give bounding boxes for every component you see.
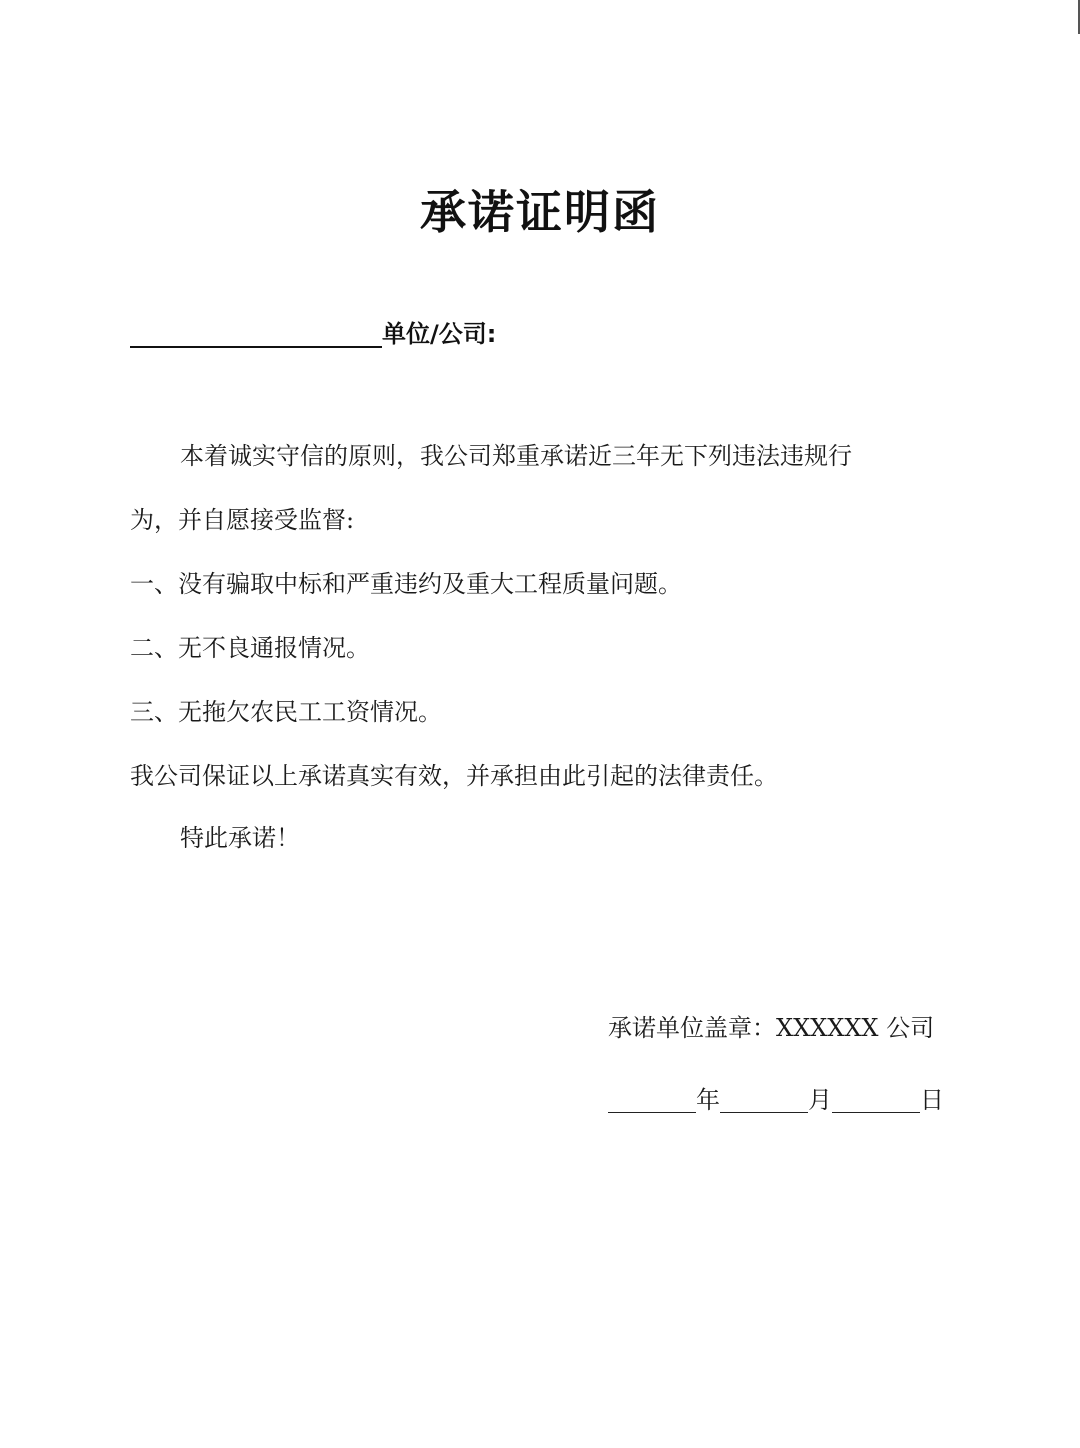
- commitment-item-3: 三、无拖欠农民工工资情况。: [130, 698, 442, 726]
- signature-line: 承诺单位盖章：XXXXXX 公司: [608, 1014, 935, 1042]
- closing-statement: 特此承诺！: [180, 824, 300, 852]
- year-blank: [608, 1084, 696, 1113]
- day-label: 日: [920, 1086, 944, 1114]
- month-label: 月: [808, 1086, 832, 1114]
- commitment-item-1: 一、没有骗取中标和严重违约及重大工程质量问题。: [130, 570, 682, 598]
- body-paragraph-line-1: 本着诚实守信的原则，我公司郑重承诺近三年无下列违法违规行: [180, 442, 852, 470]
- date-line: [608, 1084, 944, 1116]
- guarantee-statement: 我公司保证以上承诺真实有效，并承担由此引起的法律责任。: [130, 762, 778, 790]
- year-label: 年: [696, 1086, 720, 1114]
- body-paragraph-line-2: 为，并自愿接受监督:: [130, 506, 355, 534]
- day-blank: [832, 1084, 920, 1113]
- commitment-item-2: 二、无不良通报情况。: [130, 634, 370, 662]
- addressee-blank: [130, 316, 382, 348]
- document-title: 承诺证明函: [420, 185, 660, 239]
- addressee-label: 单位/公司:: [382, 320, 497, 348]
- month-blank: [720, 1084, 808, 1113]
- addressee-line: [130, 314, 496, 350]
